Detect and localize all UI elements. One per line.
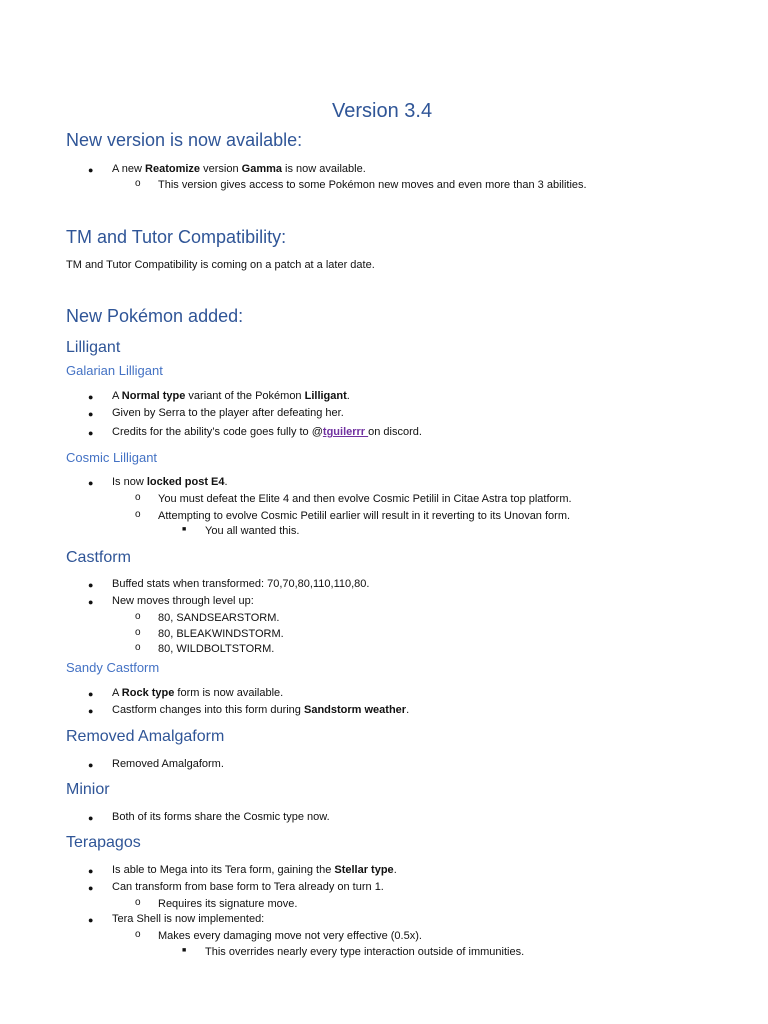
bullet-l1: ● <box>88 409 94 419</box>
list-item: 80, BLEAKWINDSTORM. <box>158 628 284 640</box>
list-item: 80, WILDBOLTSTORM. <box>158 643 275 655</box>
list-item: Can transform from base form to Tera already on turn 1. <box>112 881 384 893</box>
list-item: You must defeat the Elite 4 and then evolve Cosmic Petilil in Citae Astra top platform. <box>158 493 572 505</box>
bullet-l3: ■ <box>182 526 187 533</box>
section-heading-new-version: New version is now available: <box>66 130 303 150</box>
bullet-l2: o <box>135 611 141 622</box>
bullet-l2: o <box>135 627 141 638</box>
bullet-l1: ● <box>88 478 94 488</box>
bullet-l1: ● <box>88 689 94 699</box>
bullet-l1: ● <box>88 165 94 175</box>
list-item: Requires its signature move. <box>158 898 298 910</box>
list-item: A Rock type form is now available. <box>112 687 284 699</box>
bullet-l2: o <box>135 929 141 940</box>
list-item: Is able to Mega into its Tera form, gaining the Stellar type. <box>112 864 397 876</box>
list-item: This overrides nearly every type interaction outside of immunities. <box>205 946 525 958</box>
bullet-l1: ● <box>88 428 94 438</box>
list-item: Both of its forms share the Cosmic type now. <box>112 811 330 823</box>
discord-user-link[interactable]: tguilerrr <box>322 426 369 438</box>
subheading-sandy-castform: Sandy Castform <box>66 660 160 675</box>
bullet-l2: o <box>135 642 141 653</box>
list-item: Tera Shell is now implemented: <box>112 913 265 925</box>
list-item: 80, SANDSEARSTORM. <box>158 612 280 624</box>
list-item: You all wanted this. <box>205 525 300 537</box>
bullet-l1: ● <box>88 580 94 590</box>
section-heading-new-pokemon: New Pokémon added: <box>66 306 244 326</box>
subheading-lilligant: Lilligant <box>66 339 121 356</box>
bullet-l3: ■ <box>182 947 187 954</box>
list-item: A Normal type variant of the Pokémon Lilligant. <box>112 390 350 402</box>
bullet-l1: ● <box>88 760 94 770</box>
list-item: Castform changes into this form during Sandstorm weather. <box>112 704 410 716</box>
list-item: New moves through level up: <box>112 595 254 607</box>
subheading-minior: Minior <box>66 781 110 798</box>
subheading-terapagos: Terapagos <box>66 834 141 851</box>
bullet-l2: o <box>135 492 141 503</box>
paragraph: TM and Tutor Compatibility is coming on a patch at a later date. <box>66 259 375 271</box>
subheading-galarian-lilligant: Galarian Lilligant <box>66 363 163 378</box>
doc-title: Version 3.4 <box>332 100 433 122</box>
bullet-l2: o <box>135 178 141 189</box>
bullet-l2: o <box>135 509 141 520</box>
bullet-l1: ● <box>88 866 94 876</box>
list-item: Is now locked post E4. <box>112 476 228 488</box>
subheading-removed-amalgaform: Removed Amalgaform <box>66 728 225 745</box>
list-item: Removed Amalgaform. <box>112 758 224 770</box>
list-item: Makes every damaging move not very effective (0.5x). <box>158 930 422 942</box>
bullet-l1: ● <box>88 597 94 607</box>
list-item: Buffed stats when transformed: 70,70,80,110,110,80. <box>112 578 370 590</box>
section-heading-tm-tutor: TM and Tutor Compatibility: <box>66 227 287 247</box>
bullet-l1: ● <box>88 706 94 716</box>
subheading-cosmic-lilligant: Cosmic Lilligant <box>66 450 158 465</box>
list-item: Given by Serra to the player after defeating her. <box>112 407 344 419</box>
bullet-l2: o <box>135 897 141 908</box>
bullet-l1: ● <box>88 883 94 893</box>
list-item: A new Reatomize version Gamma is now available. <box>112 163 366 175</box>
subheading-castform: Castform <box>66 549 131 566</box>
bullet-l1: ● <box>88 915 94 925</box>
bullet-l1: ● <box>88 813 94 823</box>
list-item: Attempting to evolve Cosmic Petilil earlier will result in it reverting to its Unovan form. <box>158 510 571 522</box>
list-item: Credits for the ability’s code goes fully to @tguilerrr on discord. <box>112 426 422 438</box>
list-item: This version gives access to some Pokémon new moves and even more than 3 abilities. <box>158 179 587 191</box>
bullet-l1: ● <box>88 392 94 402</box>
